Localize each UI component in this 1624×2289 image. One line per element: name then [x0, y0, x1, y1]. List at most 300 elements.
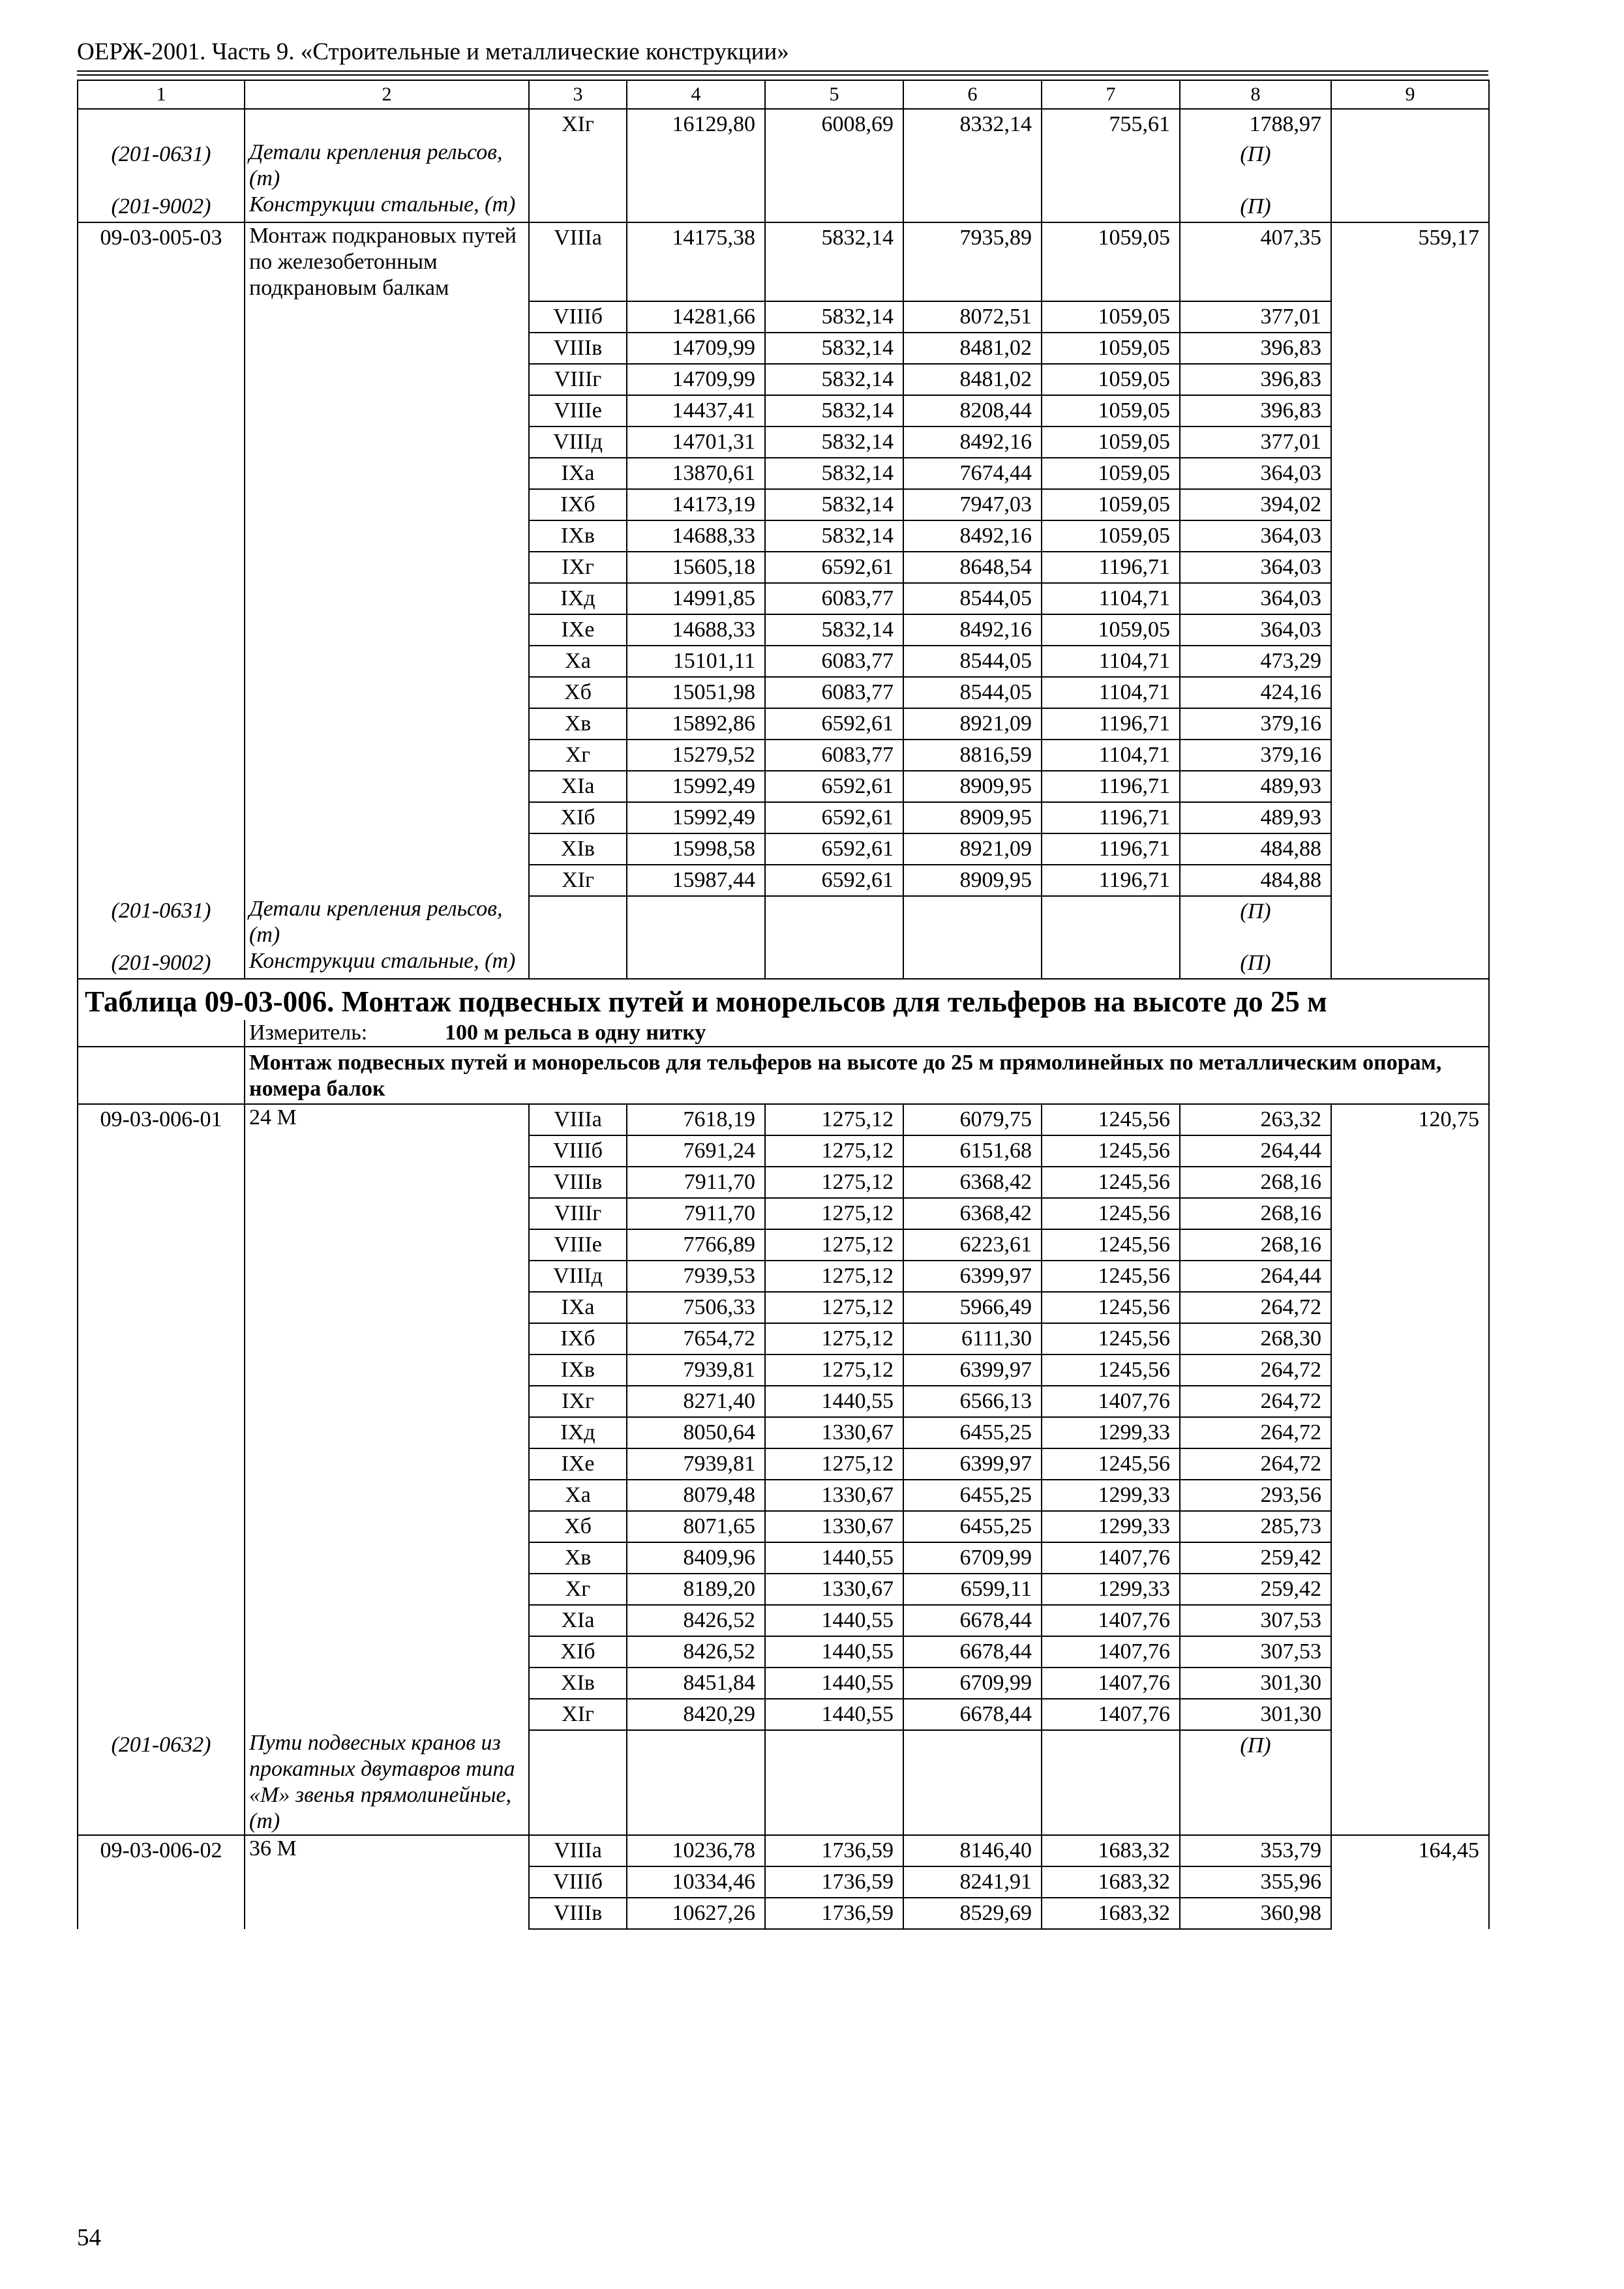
zone-cell: IXг: [529, 1386, 627, 1417]
rate-code: 09-03-006-01: [78, 1104, 245, 1135]
value-cell: 7939,81: [627, 1354, 765, 1386]
zone-cell: VIIIд: [529, 1261, 627, 1292]
value-cell: 1299,33: [1042, 1511, 1180, 1542]
value-cell: 1196,71: [1042, 552, 1180, 583]
table-cell: [78, 865, 245, 896]
zone-cell: VIIIе: [529, 395, 627, 426]
table-cell: [245, 802, 529, 833]
table-cell: [78, 1229, 245, 1261]
zone-cell: Xв: [529, 708, 627, 740]
table-cell: [78, 708, 245, 740]
value-cell: 1299,33: [1042, 1574, 1180, 1605]
value-cell: 1245,56: [1042, 1135, 1180, 1167]
value-cell: 6455,25: [903, 1417, 1042, 1448]
material-code: (201-9002): [78, 948, 245, 979]
value-cell: 1275,12: [765, 1448, 903, 1480]
value-cell: 8426,52: [627, 1636, 765, 1668]
table-cell: [78, 1020, 245, 1047]
value-cell: 6368,42: [903, 1198, 1042, 1229]
value-cell: 5832,14: [765, 489, 903, 520]
value-cell: 6709,99: [903, 1542, 1042, 1574]
value-cell: 8909,95: [903, 771, 1042, 802]
rate-row: [78, 614, 1489, 646]
value-cell: 268,16: [1180, 1167, 1331, 1198]
table-cell: [1331, 865, 1489, 896]
value-cell: 6399,97: [903, 1448, 1042, 1480]
value-cell: 8481,02: [903, 333, 1042, 364]
value-cell: 6079,75: [903, 1104, 1042, 1135]
table-cell: [903, 140, 1042, 192]
value-cell: 396,83: [1180, 364, 1331, 395]
rate-row: [78, 395, 1489, 426]
value-cell: 8426,52: [627, 1605, 765, 1636]
rate-row: [78, 833, 1489, 865]
material-name: Детали крепления рельсов, (т): [245, 896, 529, 948]
column-number: 7: [1042, 80, 1180, 109]
value-cell: 14688,33: [627, 614, 765, 646]
value-cell: 259,42: [1180, 1574, 1331, 1605]
table-cell: [245, 646, 529, 677]
value-cell: 5966,49: [903, 1292, 1042, 1323]
table-cell: [245, 1167, 529, 1198]
zone-cell: XIв: [529, 1668, 627, 1699]
value-cell: 301,30: [1180, 1668, 1331, 1699]
value-cell: 7911,70: [627, 1167, 765, 1198]
value-cell: 484,88: [1180, 833, 1331, 865]
rate-row: [78, 1668, 1489, 1699]
table-cell: [1331, 1511, 1489, 1542]
zone-cell: VIIIа: [529, 222, 627, 301]
zone-cell: VIIIе: [529, 1229, 627, 1261]
column-number: 8: [1180, 80, 1331, 109]
value-cell: 8921,09: [903, 833, 1042, 865]
value-cell: 364,03: [1180, 583, 1331, 614]
column-numbers-row: [78, 80, 1489, 109]
value-cell: 5832,14: [765, 301, 903, 333]
value-cell: 1330,67: [765, 1480, 903, 1511]
table-cell: [245, 333, 529, 364]
table-cell: [245, 458, 529, 489]
value-cell: 1275,12: [765, 1104, 903, 1135]
value-cell: 6592,61: [765, 833, 903, 865]
table-cell: [78, 1668, 245, 1699]
table-cell: [1331, 520, 1489, 552]
rate-row: [78, 1605, 1489, 1636]
table-cell: [1331, 1323, 1489, 1354]
table-cell: [1331, 1605, 1489, 1636]
table-cell: [1042, 1730, 1180, 1835]
code-cell: [78, 109, 245, 140]
value-cell: 6592,61: [765, 708, 903, 740]
table-cell: [1331, 1198, 1489, 1229]
table-cell: [1331, 192, 1489, 222]
table-cell: [78, 1354, 245, 1386]
value-cell: 1275,12: [765, 1261, 903, 1292]
column-number: 9: [1331, 80, 1489, 109]
table-cell: [1331, 1292, 1489, 1323]
value-cell: 7766,89: [627, 1229, 765, 1261]
rates-table: [77, 80, 1490, 1930]
rate-row: [78, 1135, 1489, 1167]
rate-row: [78, 583, 1489, 614]
rate-row: [78, 1480, 1489, 1511]
table-cell: [245, 364, 529, 395]
material-unit: (П): [1180, 192, 1331, 222]
material-name: Пути подвесных кранов из прокатных двутавров типа «М» звенья прямолинейные, (т): [245, 1730, 529, 1835]
value-cell: 6678,44: [903, 1699, 1042, 1730]
table-cell: [245, 520, 529, 552]
value-cell: 268,16: [1180, 1198, 1331, 1229]
value-cell: 14688,33: [627, 520, 765, 552]
table-cell: [245, 1417, 529, 1448]
table-cell: [245, 771, 529, 802]
value-cell: 264,72: [1180, 1354, 1331, 1386]
value-cell: 8544,05: [903, 646, 1042, 677]
value-cell: 1245,56: [1042, 1198, 1180, 1229]
zone-cell: IXв: [529, 520, 627, 552]
table-cell: [1331, 1730, 1489, 1835]
value-cell: 8921,09: [903, 708, 1042, 740]
table-cell: [78, 1261, 245, 1292]
zone-cell: XIб: [529, 802, 627, 833]
value-cell: 15992,49: [627, 771, 765, 802]
table-cell: [245, 583, 529, 614]
table-cell: [78, 1386, 245, 1417]
table-cell: [78, 1323, 245, 1354]
table-cell: [1331, 552, 1489, 583]
table-cell: [1331, 646, 1489, 677]
value-cell: 1683,32: [1042, 1835, 1180, 1866]
value-cell: 307,53: [1180, 1636, 1331, 1668]
zone-cell: Xб: [529, 1511, 627, 1542]
page-header: ОЕРЖ-2001. Часть 9. «Строительные и металлические конструкции»: [77, 38, 789, 65]
table-cell: [78, 677, 245, 708]
table-cell: [1042, 948, 1180, 979]
value-cell: 1330,67: [765, 1574, 903, 1605]
value-cell: 379,16: [1180, 740, 1331, 771]
table-row: [78, 109, 1489, 140]
value-cell: 8544,05: [903, 583, 1042, 614]
value-cell: 7939,53: [627, 1261, 765, 1292]
value-cell: 1196,71: [1042, 708, 1180, 740]
table-cell: [1331, 1574, 1489, 1605]
table-cell: [1331, 489, 1489, 520]
table-cell: [78, 771, 245, 802]
rate-row: [78, 364, 1489, 395]
value-cell: 1059,05: [1042, 395, 1180, 426]
rate-row: [78, 1699, 1489, 1730]
value-cell: 1245,56: [1042, 1292, 1180, 1323]
table-cell: [1331, 140, 1489, 192]
value-cell: 8146,40: [903, 1835, 1042, 1866]
table-cell: [78, 489, 245, 520]
value-cell: 6592,61: [765, 802, 903, 833]
table-cell: [245, 1511, 529, 1542]
value-cell: 1736,59: [765, 1835, 903, 1866]
value-cell: 473,29: [1180, 646, 1331, 677]
value-cell: 1245,56: [1042, 1323, 1180, 1354]
rate-row: [78, 1354, 1489, 1386]
value-cell: 8332,14: [903, 109, 1042, 140]
zone-cell: Xа: [529, 1480, 627, 1511]
value-cell: 8420,29: [627, 1699, 765, 1730]
table-cell: [1331, 426, 1489, 458]
table-cell: [78, 833, 245, 865]
value-cell: 14175,38: [627, 222, 765, 301]
zone-cell: VIIIв: [529, 1898, 627, 1929]
zone-cell: XIв: [529, 833, 627, 865]
value-cell: 15279,52: [627, 740, 765, 771]
rate-row: [78, 1835, 1489, 1866]
value-cell: 8409,96: [627, 1542, 765, 1574]
value-cell: 6592,61: [765, 771, 903, 802]
table-cell: [78, 1047, 245, 1104]
table-cell: [765, 140, 903, 192]
zone-cell: VIIIб: [529, 1866, 627, 1898]
column-number: 3: [529, 80, 627, 109]
value-cell: 5832,14: [765, 364, 903, 395]
table-cell: [1331, 1354, 1489, 1386]
value-cell: 5832,14: [765, 520, 903, 552]
column-number: 4: [627, 80, 765, 109]
zone-cell: Xв: [529, 1542, 627, 1574]
value-cell: 755,61: [1042, 109, 1180, 140]
value-cell: 1736,59: [765, 1898, 903, 1929]
table-cell: [78, 1198, 245, 1229]
value-cell: 6223,61: [903, 1229, 1042, 1261]
table-cell: [1331, 1898, 1489, 1929]
rate-row: [78, 740, 1489, 771]
value-cell: 1330,67: [765, 1417, 903, 1448]
value-cell: 1104,71: [1042, 583, 1180, 614]
value-cell: 5832,14: [765, 426, 903, 458]
table-cell: [1331, 1866, 1489, 1898]
table-cell: [1331, 395, 1489, 426]
rate-row: [78, 520, 1489, 552]
table-cell: [1331, 1636, 1489, 1668]
value-cell: 5832,14: [765, 333, 903, 364]
value-cell: 7691,24: [627, 1135, 765, 1167]
value-cell: 264,72: [1180, 1417, 1331, 1448]
zone-cell: VIIIа: [529, 1104, 627, 1135]
zone-cell: XIг: [529, 109, 627, 140]
table-cell: [245, 1135, 529, 1167]
value-cell: 6566,13: [903, 1386, 1042, 1417]
value-cell: 1245,56: [1042, 1104, 1180, 1135]
table-cell: [245, 833, 529, 865]
value-cell: 364,03: [1180, 552, 1331, 583]
material-name: Конструкции стальные, (т): [245, 192, 529, 222]
value-cell: 264,72: [1180, 1448, 1331, 1480]
table-cell: [78, 1636, 245, 1668]
rate-row: [78, 333, 1489, 364]
table-cell: [245, 552, 529, 583]
table-cell: [245, 1898, 529, 1929]
value-cell: 1440,55: [765, 1699, 903, 1730]
value-cell: 396,83: [1180, 333, 1331, 364]
rate-row: [78, 222, 1489, 301]
value-cell: 424,16: [1180, 677, 1331, 708]
table-cell: [78, 1699, 245, 1730]
table-cell: [78, 583, 245, 614]
value-cell: 1440,55: [765, 1542, 903, 1574]
header-rule: [77, 70, 1488, 72]
value-cell: 264,44: [1180, 1261, 1331, 1292]
zone-cell: VIIIб: [529, 1135, 627, 1167]
value-cell: 377,01: [1180, 426, 1331, 458]
table-cell: [765, 192, 903, 222]
value-cell: 1059,05: [1042, 426, 1180, 458]
value-cell: 14709,99: [627, 364, 765, 395]
value-cell: 1245,56: [1042, 1229, 1180, 1261]
value-cell: 407,35: [1180, 222, 1331, 301]
value-cell: 8241,91: [903, 1866, 1042, 1898]
zone-cell: VIIIв: [529, 1167, 627, 1198]
rate-row: [78, 1104, 1489, 1135]
zone-cell: VIIIб: [529, 301, 627, 333]
table-cell: [78, 802, 245, 833]
table-cell: [78, 1167, 245, 1198]
zone-cell: IXе: [529, 614, 627, 646]
table-cell: [78, 426, 245, 458]
value-cell: 1059,05: [1042, 614, 1180, 646]
zone-cell: IXа: [529, 458, 627, 489]
value-cell: 1275,12: [765, 1354, 903, 1386]
rate-code: 09-03-006-02: [78, 1835, 245, 1866]
material-row: [78, 896, 1489, 948]
material-code: (201-9002): [78, 192, 245, 222]
measure-label: Измеритель:: [249, 1021, 368, 1045]
table-cell: [765, 1730, 903, 1835]
value-cell: 1683,32: [1042, 1866, 1180, 1898]
rate-row: [78, 1229, 1489, 1261]
table-cell: [78, 552, 245, 583]
value-cell: 5832,14: [765, 458, 903, 489]
table-cell: [78, 740, 245, 771]
table-cell: [1331, 677, 1489, 708]
value-cell: 1407,76: [1042, 1636, 1180, 1668]
zone-cell: IXг: [529, 552, 627, 583]
value-cell: 6008,69: [765, 109, 903, 140]
value-cell: 8451,84: [627, 1668, 765, 1699]
table-cell: [1331, 364, 1489, 395]
value-cell: 1440,55: [765, 1668, 903, 1699]
value-cell: 5832,14: [765, 395, 903, 426]
value-cell: 1407,76: [1042, 1542, 1180, 1574]
table-cell: [245, 1198, 529, 1229]
value-cell: 16129,80: [627, 109, 765, 140]
page-number: 54: [77, 2224, 101, 2251]
value-cell: 1788,97: [1180, 109, 1331, 140]
value-cell: 1275,12: [765, 1135, 903, 1167]
material-code: (201-0632): [78, 1730, 245, 1835]
value-cell: 14173,19: [627, 489, 765, 520]
table-cell: [78, 1292, 245, 1323]
table-cell: [1331, 1417, 1489, 1448]
value-cell: 14709,99: [627, 333, 765, 364]
value-cell: 1059,05: [1042, 489, 1180, 520]
value-cell: 6599,11: [903, 1574, 1042, 1605]
zone-cell: Xб: [529, 677, 627, 708]
value-cell: 6399,97: [903, 1261, 1042, 1292]
table-cell: [245, 1323, 529, 1354]
table-cell: [1331, 1167, 1489, 1198]
table-cell: [245, 1636, 529, 1668]
table-cell: [78, 458, 245, 489]
value-cell: 7911,70: [627, 1198, 765, 1229]
material-row: [78, 948, 1489, 979]
rate-row: [78, 458, 1489, 489]
table-cell: [245, 865, 529, 896]
table-cell: [78, 1574, 245, 1605]
table-cell: [245, 708, 529, 740]
material-unit: (П): [1180, 1730, 1331, 1835]
zone-cell: XIг: [529, 865, 627, 896]
rate-row: [78, 677, 1489, 708]
value-cell: 8648,54: [903, 552, 1042, 583]
table-cell: [903, 948, 1042, 979]
zone-cell: Xг: [529, 1574, 627, 1605]
zone-cell: IXа: [529, 1292, 627, 1323]
value-cell: 1275,12: [765, 1323, 903, 1354]
table-cell: [245, 395, 529, 426]
value-cell: 8909,95: [903, 865, 1042, 896]
rate-row: [78, 552, 1489, 583]
rate-row: [78, 1636, 1489, 1668]
value-cell: 1059,05: [1042, 458, 1180, 489]
measure-cell: [245, 1020, 1489, 1047]
value-cell: 8544,05: [903, 677, 1042, 708]
zone-cell: IXб: [529, 1323, 627, 1354]
value-cell: 1059,05: [1042, 333, 1180, 364]
table-cell: [1331, 1699, 1489, 1730]
table-cell: [1331, 614, 1489, 646]
table-cell: [1331, 333, 1489, 364]
zone-cell: XIа: [529, 771, 627, 802]
value-cell: 6455,25: [903, 1511, 1042, 1542]
table-cell: [245, 301, 529, 333]
value-cell: 1407,76: [1042, 1605, 1180, 1636]
table-cell: [245, 426, 529, 458]
table-cell: [1331, 1542, 1489, 1574]
value-cell: 8481,02: [903, 364, 1042, 395]
rate-name: 36 М: [245, 1835, 529, 1866]
value-cell: 1059,05: [1042, 222, 1180, 301]
rate-row: [78, 1448, 1489, 1480]
table-cell: [529, 896, 627, 948]
value-cell: 1104,71: [1042, 677, 1180, 708]
table-cell: [245, 1354, 529, 1386]
value-cell: 10236,78: [627, 1835, 765, 1866]
rate-row: [78, 489, 1489, 520]
value-cell: 7947,03: [903, 489, 1042, 520]
rate-row: [78, 1292, 1489, 1323]
value-cell: 6111,30: [903, 1323, 1042, 1354]
value-cell: 364,03: [1180, 614, 1331, 646]
value-cell: 1275,12: [765, 1229, 903, 1261]
material-code: (201-0631): [78, 896, 245, 948]
value-cell: 6083,77: [765, 740, 903, 771]
table-cell: [627, 1730, 765, 1835]
table-cell: [529, 192, 627, 222]
value-cell: 5832,14: [765, 614, 903, 646]
value-cell: 6368,42: [903, 1167, 1042, 1198]
rate-row: [78, 802, 1489, 833]
rate-name: 24 М: [245, 1104, 529, 1135]
value-cell: 1196,71: [1042, 802, 1180, 833]
material-code: (201-0631): [78, 140, 245, 192]
value-cell: 264,44: [1180, 1135, 1331, 1167]
